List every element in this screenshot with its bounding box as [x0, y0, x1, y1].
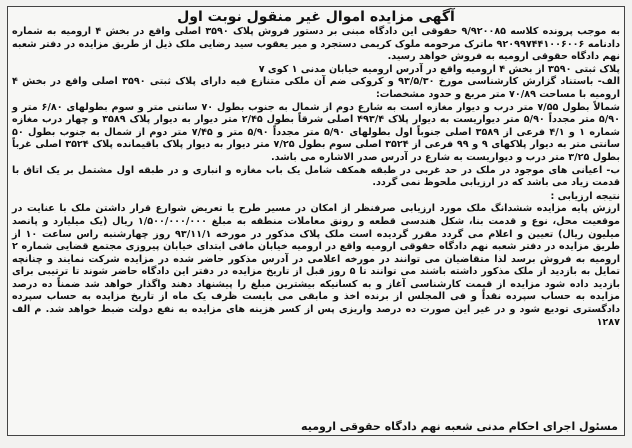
auction-notice [7, 6, 625, 436]
result-heading: نتیجه ارزیابی : [550, 190, 620, 202]
signature-line: مسئول اجرای احکام مدنی شعبه نهم دادگاه حقوقی ارومیه [301, 420, 618, 433]
result-paragraph: ارزش پایه مزایده ششدانگ ملک مورد ارزیابی صرفنظر از امکان در مسیر طرح یا تعریض شوارع قرار داشتن ملک با عنایت در موقعیت محل، نوع و قدمت بنا، شکل هندسی قطعه و رونق معاملات منطقه به مبلغ ۱/۵۰۰/۰۰۰/۰۰۰ ریال (یک میلیارد و پانصد میلیون ریال) تعیین و اعلام می گردد مقرر گردیده است ملک پلاک مذکور در مورخه ۹۳/۱۱/۱ روز چهارشنبه راس ساعت ۱۰ از طریق مزایده در دفتر شعبه نهم دادگاه حقوقی ارومیه واقع در ارومیه خیابان مافی ابتدای خیابان پیروزی مجتمع قضایی شماره ۲ ارومیه به فروش برسد لذا متقاضیان می توانند در مورخه اعلامی در آدرس مذکور حاضر شده در مزایده شرکت نمایند و چنانچه تمایل به بازدید از ملک مذکور داشته باشند می توانند تا ۵ روز قبل از تاریخ مزایده در دفتر این دادگاه حاضر شوند تا ترتیبی برای بازدید داده شود مزایده از قیمت کارشناسی آغاز و به کسانیکه بیشترین مبلغ را پیشنهاد دهند واگذار خواهد شد ضمناً ده درصد مزایده به حساب سپرده نقداً و فی المجلس از برنده اخذ و مابقی می بایست ظرف یک ماه از تاریخ مزایده به حساب سپرده دادگستری تودیع شود و در غیر این صورت ده درصد واریزی پس از کسر هزینه های مزایده به نفع دولت ضبط خواهد شد. م الف ۱۲۸۷ [12, 203, 620, 328]
buildings-paragraph: ب- اعیانی های موجود در ملک در حد غربی در طبقه همکف شامل یک باب مغازه و انباری و در طبقه اول مشتمل بر یک اتاق با قدمت زیاد می باشد که در ارزیابی ملحوظ نمی گردد. [12, 164, 620, 189]
plot-address-paragraph: پلاک ثبتی ۳۵۹۰ از بخش ۴ ارومیه واقع در آدرس ارومیه خیابان مدنی ۱ کوی ۷ [258, 63, 620, 75]
notice-title: آگهی مزایده اموال غیر منقول نوبت اول [177, 9, 455, 25]
boundaries-paragraph: شمالاً بطول ۷/۵۵ متر درب و دیوار مغازه است به شارع دوم از شمال به جنوب بطول ۷۰ سانتی متر و سوم بطولهای ۶/۸۰ متر و ۵/۹۰ متر مجدداً ۵/۹۰ متر دیواریست به دیوار پلاک ۴۹۳/۴ اصلی شرقاً بطول ۲/۴۵ متر دیوار به دیوار پلاک ۳۵۸۹ و چهار درب مغازه شماره ۱ و ۴/۱ فرعی از ۳۵۸۹ اصلی جنوباً اول بطولهای ۵/۹۰ متر مجدداً ۵/۹۰ متر و ۷/۴۵ متر دوم از شمال به جنوب بطول ۵۰ سانتی متر به دیوار پلاکهای ۹ و ۹۹ فرعی از ۳۵۲۴ اصلی سوم بطول ۷/۲۵ متر دیوار به دیوار پلاک باقیمانده پلاک ۳۵۲۴ اصلی غرباً بطول ۳/۲۵ متر درب و دیواریست به شارع در آدرس صدر الاشاره می باشد. [12, 101, 620, 163]
expert-report-paragraph: الف- باستناد گزارش کارشناسی مورخ ۹۳/۵/۳۰ و کروکی ضم آن ملکی متنازع فیه دارای پلاک ثبتی ۳۵۹۰ اصلی واقع در بخش ۴ ارومیه با مساحت ۷۰/۸۹ متر مربع و حدود مشخصات: [12, 76, 620, 100]
notice-body [8, 26, 624, 329]
intro-paragraph: به موجب پرونده کلاسه ۹/۹۲۰۰۸۵ حقوقی این دادگاه مبنی بر دستور فروش پلاک ۳۵۹۰ اصلی واقع در بخش ۴ ارومیه به شماره دادنامه ۹۲۰۹۹۷۴۴۱۰۰۶۰۰۶ ماترک مرحومه ملوک کریمی دستجرد و میر یعقوب سید رضایی ملک ذیل از طریق مزایده در دفتر شعبه نهم دادگاه حقوقی ارومیه به فروش خواهد رسید. [12, 26, 621, 63]
